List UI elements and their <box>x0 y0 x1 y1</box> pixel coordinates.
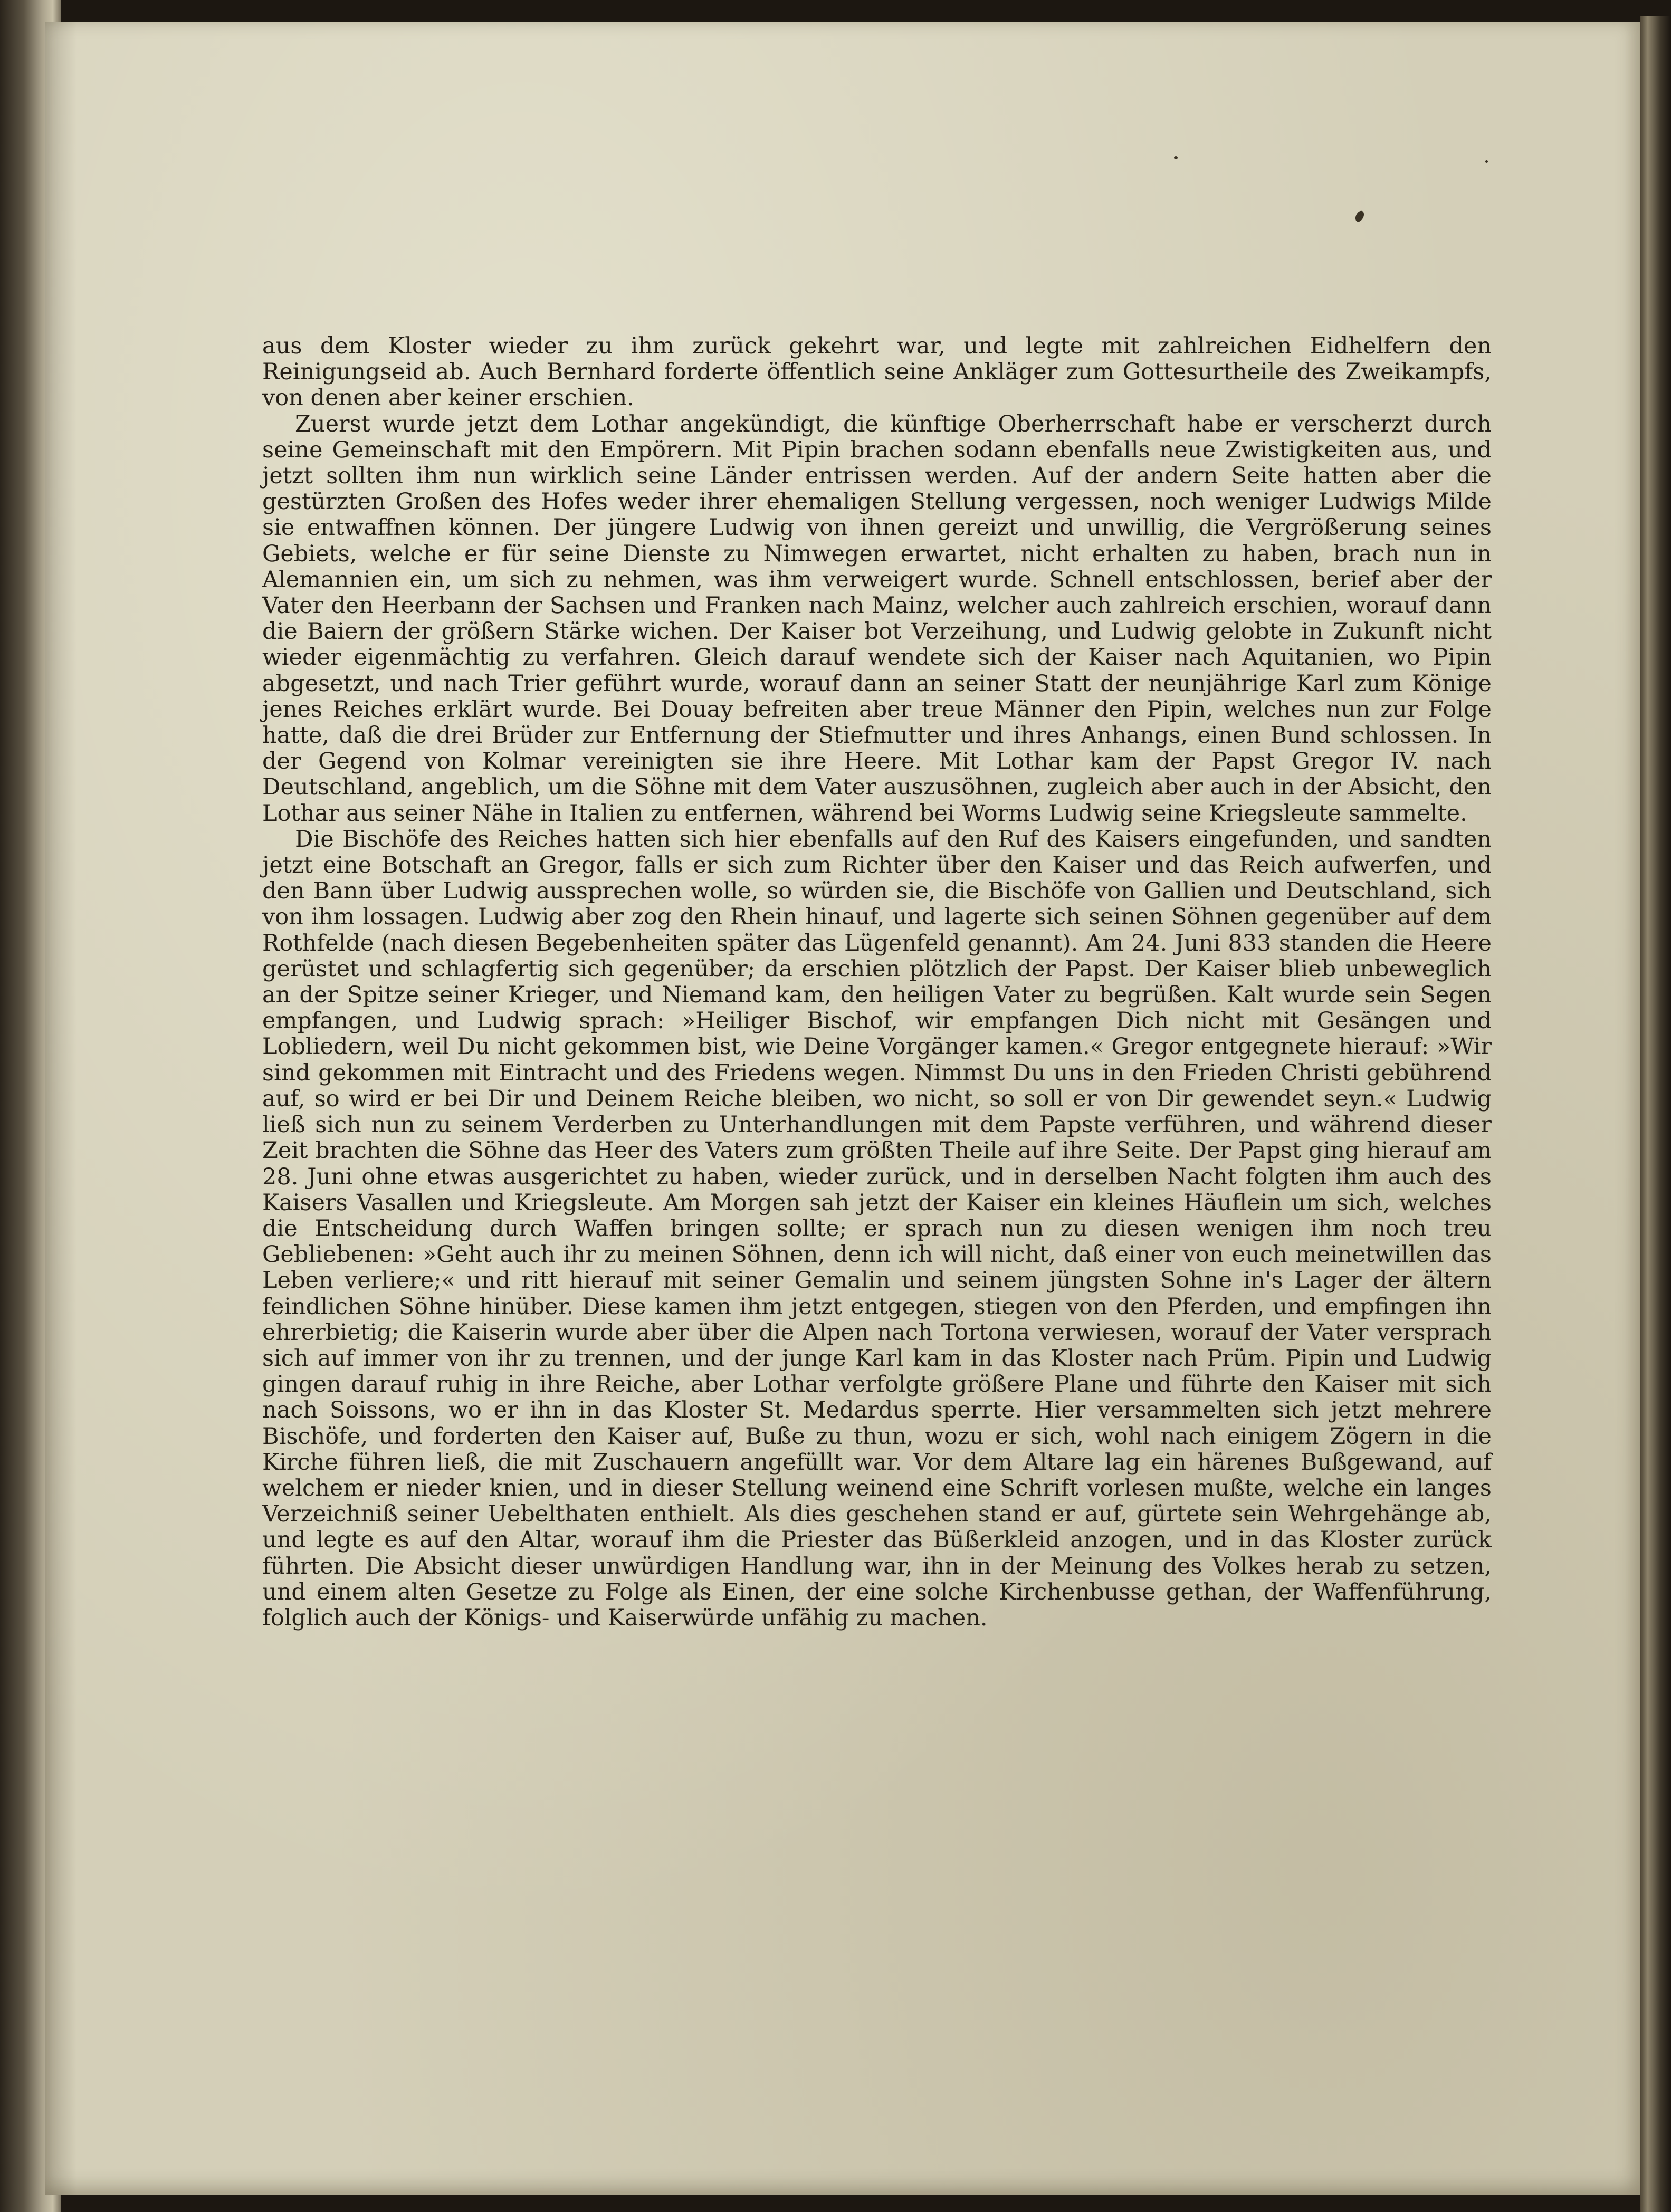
paragraph: Die Bischöfe des Reiches hatten sich hier ebenfalls auf den Ruf des Kaisers eingefunden, und sandten jetzt eine Botschaft an Gregor, falls er sich zum Richter über den Kaiser und das Reich aufwerfen, und den Bann über Ludwig aussprechen wolle, so würden sie, die Bischöfe von Gallien und Deutschland, sich von ihm lossagen. Ludwig aber zog den Rhein hinauf, und lagerte sich seinen Söhnen gegenüber auf dem Rothfelde (nach diesen Begebenheiten später das Lügenfeld genannt). Am 24. Juni 833 standen die Heere gerüstet und schlagfertig sich gegenüber; da erschien plötzlich der Papst. Der Kaiser blieb unbeweglich an der Spitze seiner Krieger, und Niemand kam, den heiligen Vater zu begrüßen. Kalt wurde sein Segen empfangen, und Ludwig sprach: »Heiliger Bischof, wir empfangen Dich nicht mit Gesängen und Lobliedern, weil Du nicht gekommen bist, wie Deine Vorgänger kamen.« Gregor entgegnete hierauf: »Wir sind gekommen mit Eintracht und des Friedens wegen. Nimmst Du uns in den Frieden Christi gebührend auf, so wird er bei Dir und Deinem Reiche bleiben, wo nicht, so soll er von Dir gewendet seyn.« Ludwig ließ sich nun zu seinem Verderben zu Unterhandlungen mit dem Papste verführen, und während dieser Zeit brachten die Söhne das Heer des Vaters zum größten Theile auf ihre Seite. Der Papst ging hierauf am 28. Juni ohne etwas ausgerichtet zu haben, wieder zurück, und in derselben Nacht folgten ihm auch des Kaisers Vasallen und Kriegsleute. Am Morgen sah jetzt der Kaiser ein kleines Häuflein um sich, welches die Entscheidung durch Waffen bringen sollte; er sprach nun zu diesen wenigen ihm noch treu Gebliebenen: »Geht auch ihr zu meinen Söhnen, denn ich will nicht, daß einer von euch meinetwillen das Leben verliere;« und ritt hierauf mit seiner Gemalin und seinem jüngsten Sohne in's Lager der ältern feindlichen Söhne hinüber. Diese kamen ihm jetzt entgegen, stiegen von den Pferden, und empfingen ihn ehrerbietig; die Kaiserin wurde aber über die Alpen nach Tortona verwiesen, worauf der Vater versprach sich auf immer von ihr zu trennen, und der junge Karl kam in das Kloster nach Prüm. Pipin und Ludwig gingen darauf ruhig in ihre Reiche, aber Lothar verfolgte größere Plane und führte den Kaiser mit sich nach Soissons, wo er ihn in das Kloster St. Medardus sperrte. Hier versammelten sich jetzt mehrere Bischöfe, und forderten den Kaiser auf, Buße zu thun, wozu er sich, wohl nach einigem Zögern in die Kirche führen ließ, die mit Zuschauern angefüllt war. Vor dem Altare lag ein härenes Bußgewand, auf welchem er nieder knien, und in dieser Stellung weinend eine Schrift vorlesen mußte, welche ein langes Verzeichniß seiner Uebelthaten enthielt. Als dies geschehen stand er auf, gürtete sein Wehrgehänge ab, und legte es auf den Altar, worauf ihm die Priester das Büßerkleid anzogen, und in das Kloster zurück führten. Die Absicht dieser unwürdigen Handlung war, ihn in der Meinung des Volkes herab zu setzen, und einem alten Gesetze zu Folge als Einen, der eine solche Kirchenbusse gethan, der Waffenführung, folglich auch der Königs- und Kaiserwürde unfähig zu machen. <box>262 826 1492 1631</box>
paragraph: aus dem Kloster wieder zu ihm zurück gekehrt war, und legte mit zahlreichen Eidhelfern den Reinigungseid ab. Auch Bernhard forderte öffentlich seine Ankläger zum Gottesurtheile des Zweikampfs, von denen aber keiner erschien. <box>262 333 1492 411</box>
right-page-edge <box>1640 16 1671 2212</box>
paper-speck <box>1174 156 1178 159</box>
body-text <box>262 333 1492 1631</box>
page-sheet <box>45 22 1642 2195</box>
paper-speck <box>1354 209 1366 223</box>
paragraph: Zuerst wurde jetzt dem Lothar angekündigt, die künftige Oberherrschaft habe er verscherzt durch seine Gemeinschaft mit den Empörern. Mit Pipin brachen sodann ebenfalls neue Zwistigkeiten aus, und jetzt sollten ihm nun wirklich seine Länder entrissen werden. Auf der andern Seite hatten aber die gestürzten Großen des Hofes weder ihrer ehemaligen Stellung vergessen, noch weniger Ludwigs Milde sie entwaffnen können. Der jüngere Ludwig von ihnen gereizt und unwillig, die Vergrößerung seines Gebiets, welche er für seine Dienste zu Nimwegen erwartet, nicht erhalten zu haben, brach nun in Alemannien ein, um sich zu nehmen, was ihm verweigert wurde. Schnell entschlossen, berief aber der Vater den Heerbann der Sachsen und Franken nach Mainz, welcher auch zahlreich erschien, worauf dann die Baiern der größern Stärke wichen. Der Kaiser bot Verzeihung, und Ludwig gelobte in Zukunft nicht wieder eigenmächtig zu verfahren. Gleich darauf wendete sich der Kaiser nach Aquitanien, wo Pipin abgesetzt, und nach Trier geführt wurde, worauf dann an seiner Statt der neunjährige Karl zum Könige jenes Reiches erklärt wurde. Bei Douay befreiten aber treue Männer den Pipin, welches nun zur Folge hatte, daß die drei Brüder zur Entfernung der Stiefmutter und ihres Anhangs, einen Bund schlossen. In der Gegend von Kolmar vereinigten sie ihre Heere. Mit Lothar kam der Papst Gregor IV. nach Deutschland, angeblich, um die Söhne mit dem Vater auszusöhnen, zugleich aber auch in der Absicht, den Lothar aus seiner Nähe in Italien zu entfernen, während bei Worms Ludwig seine Kriegsleute sammelte. <box>262 410 1492 827</box>
paper-speck <box>1485 160 1488 163</box>
